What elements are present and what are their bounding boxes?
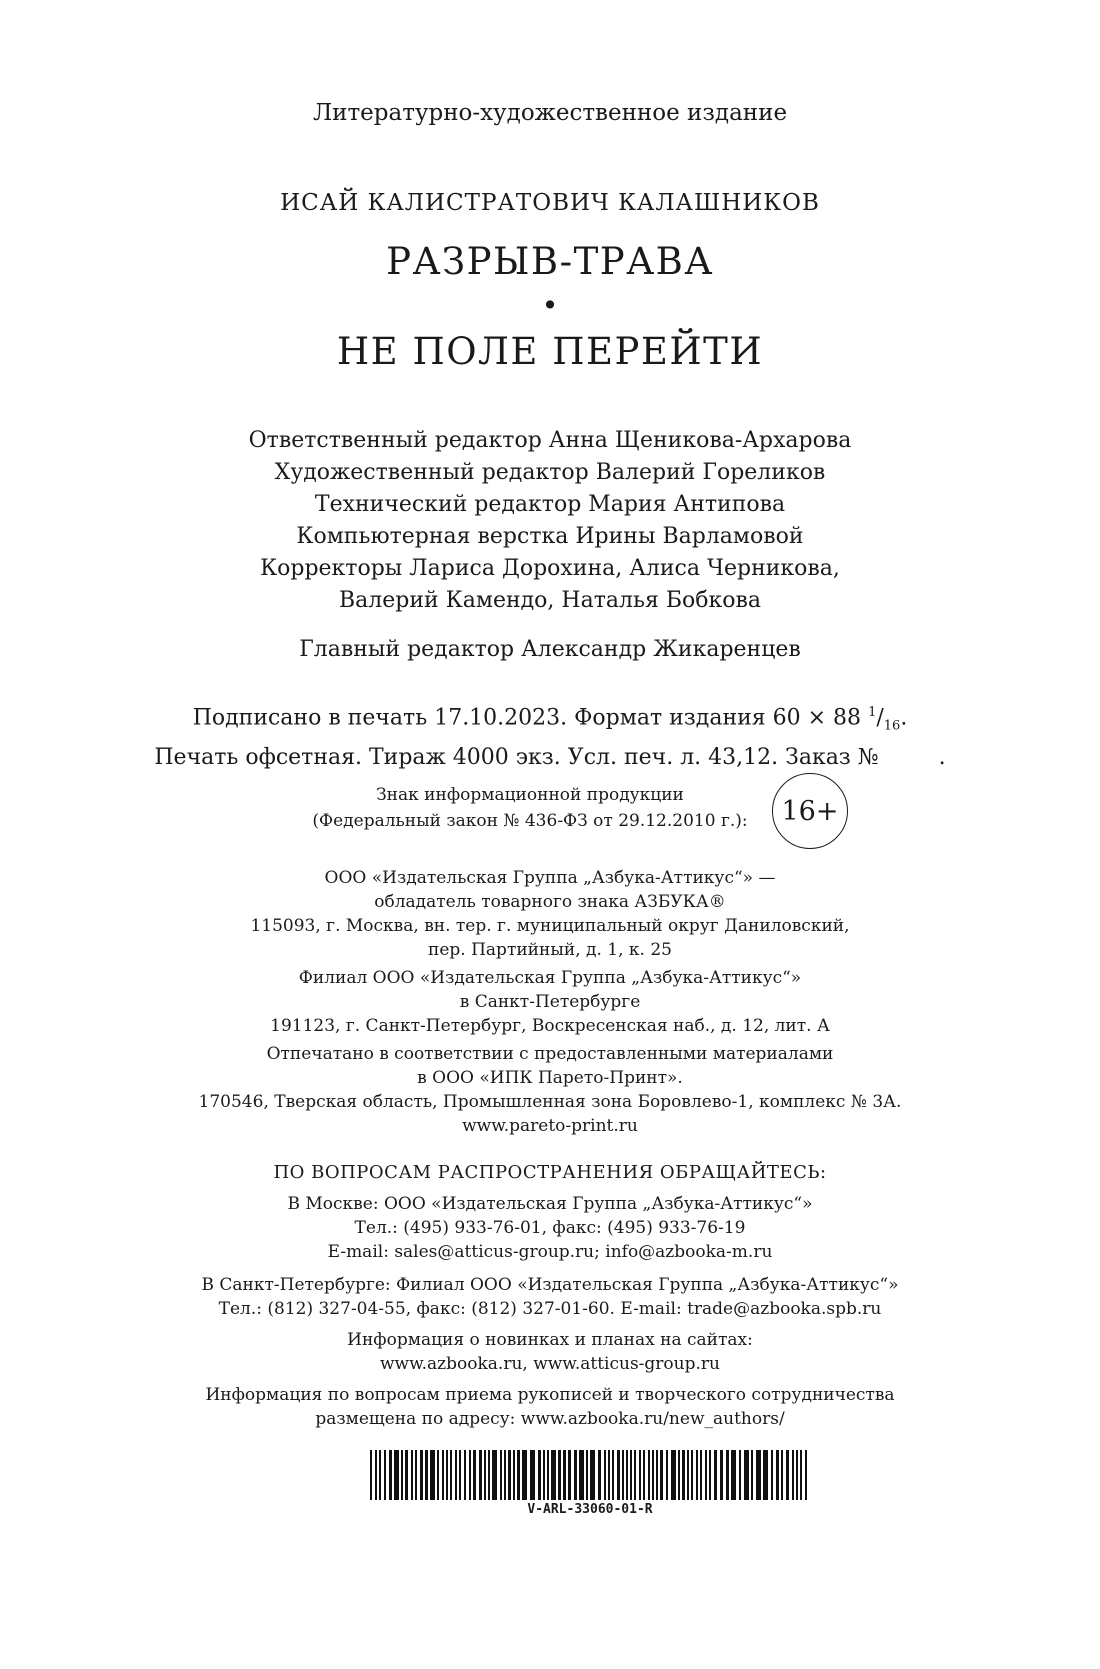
title-second-work: НЕ ПОЛЕ ПЕРЕЙТИ	[336, 330, 764, 373]
print-run-order: Печать офсетная. Тираж 4000 экз. Усл. печ. л. 43,12. Заказ №	[154, 744, 879, 770]
branch-line: Филиал ООО «Издательская Группа „Азбука-Аттикус“»	[298, 968, 802, 988]
info-product-sign	[0, 778, 1100, 858]
manuscripts-url: размещена по адресу: www.azbooka.ru/new_authors/	[315, 1409, 785, 1429]
staff-line: Ответственный редактор Анна Щеникова-Архарова	[248, 428, 852, 453]
branch-block	[0, 966, 1100, 1038]
publisher-line: пер. Партийный, д. 1, к. 25	[428, 940, 672, 960]
publisher-line: обладатель товарного знака АЗБУКА®	[374, 892, 726, 912]
printer-line: 170546, Тверская область, Промышленная зона Боровлево-1, комплекс № 3А.	[198, 1092, 902, 1112]
printer-line: Отпечатано в соответствии с предоставленными материалами	[266, 1044, 834, 1064]
spb-contacts	[0, 1273, 1100, 1321]
moscow-line: В Москве: ООО «Издательская Группа „Азбука-Аттикус“»	[287, 1194, 813, 1214]
branch-line: в Санкт-Петербурге	[459, 992, 641, 1012]
manuscripts-info	[0, 1383, 1100, 1431]
info-sign-text	[310, 782, 750, 834]
chief-editor: Главный редактор Александр Жикаренцев	[299, 637, 801, 662]
format-denominator: 16	[883, 718, 901, 734]
sites-urls: www.azbooka.ru, www.atticus-group.ru	[380, 1354, 720, 1374]
moscow-phone: Тел.: (495) 933-76-01, факс: (495) 933-76-19	[354, 1218, 746, 1238]
publisher-line: ООО «Издательская Группа „Азбука-Аттикус“» —	[324, 868, 776, 888]
age-rating-badge: 16+	[772, 773, 848, 849]
moscow-contacts	[0, 1192, 1100, 1264]
print-info-line-2	[0, 742, 1100, 773]
barcode-bars-icon	[370, 1450, 810, 1500]
author-name: ИСАЙ КАЛИСТРАТОВИЧ КАЛАШНИКОВ	[280, 190, 820, 216]
publisher-block	[0, 866, 1100, 962]
printer-website: www.pareto-print.ru	[462, 1116, 638, 1136]
moscow-email: E-mail: sales@atticus-group.ru; info@azbooka-m.ru	[327, 1242, 773, 1262]
branch-line: 191123, г. Санкт-Петербург, Воскресенская наб., д. 12, лит. А	[270, 1016, 830, 1036]
publisher-line: 115093, г. Москва, вн. тер. г. муниципальный округ Даниловский,	[250, 916, 850, 936]
title-separator: •	[541, 289, 559, 322]
barcode	[370, 1450, 810, 1518]
format-numerator: 1	[868, 705, 877, 720]
staff-line: Технический редактор Мария Антипова	[314, 492, 786, 517]
staff-line: Корректоры Лариса Дорохина, Алиса Черникова,	[260, 556, 840, 581]
distribution-heading: ПО ВОПРОСАМ РАСПРОСТРАНЕНИЯ ОБРАЩАЙТЕСЬ:	[273, 1162, 827, 1183]
spb-phone-email: Тел.: (812) 327-04-55, факс: (812) 327-01-60. E-mail: trade@azbooka.spb.ru	[218, 1299, 882, 1319]
sites-info	[0, 1328, 1100, 1376]
staff-line: Художественный редактор Валерий Гореликов	[274, 460, 826, 485]
barcode-label: V-ARL-33060-01-R	[527, 1502, 653, 1517]
title-first-work: РАЗРЫВ-ТРАВА	[386, 240, 714, 283]
print-signed-format: Подписано в печать 17.10.2023. Формат издания 60 × 88	[192, 705, 862, 731]
spb-line: В Санкт-Петербурге: Филиал ООО «Издательская Группа „Азбука-Аттикус“»	[201, 1275, 899, 1295]
editorial-staff	[0, 425, 1100, 617]
print-info-line-1	[0, 697, 1100, 742]
format-slash: /	[876, 705, 884, 731]
printer-line: в ООО «ИПК Парето-Принт».	[417, 1068, 683, 1088]
staff-line: Валерий Камендо, Наталья Бобкова	[339, 588, 761, 613]
print-info	[0, 697, 1100, 773]
manuscripts-line: Информация по вопросам приема рукописей и творческого сотрудничества	[205, 1385, 895, 1405]
sites-line: Информация о новинках и планах на сайтах:	[347, 1330, 753, 1350]
info-sign-line-2: (Федеральный закон № 436-ФЗ от 29.12.2010 г.):	[312, 811, 748, 831]
staff-line: Компьютерная верстка Ирины Варламовой	[296, 524, 804, 549]
info-sign-line-1: Знак информационной продукции	[376, 785, 684, 805]
printer-block	[0, 1042, 1100, 1138]
format-period: .	[900, 705, 908, 731]
order-period: .	[938, 744, 946, 770]
genre-line: Литературно-художественное издание	[312, 100, 788, 126]
